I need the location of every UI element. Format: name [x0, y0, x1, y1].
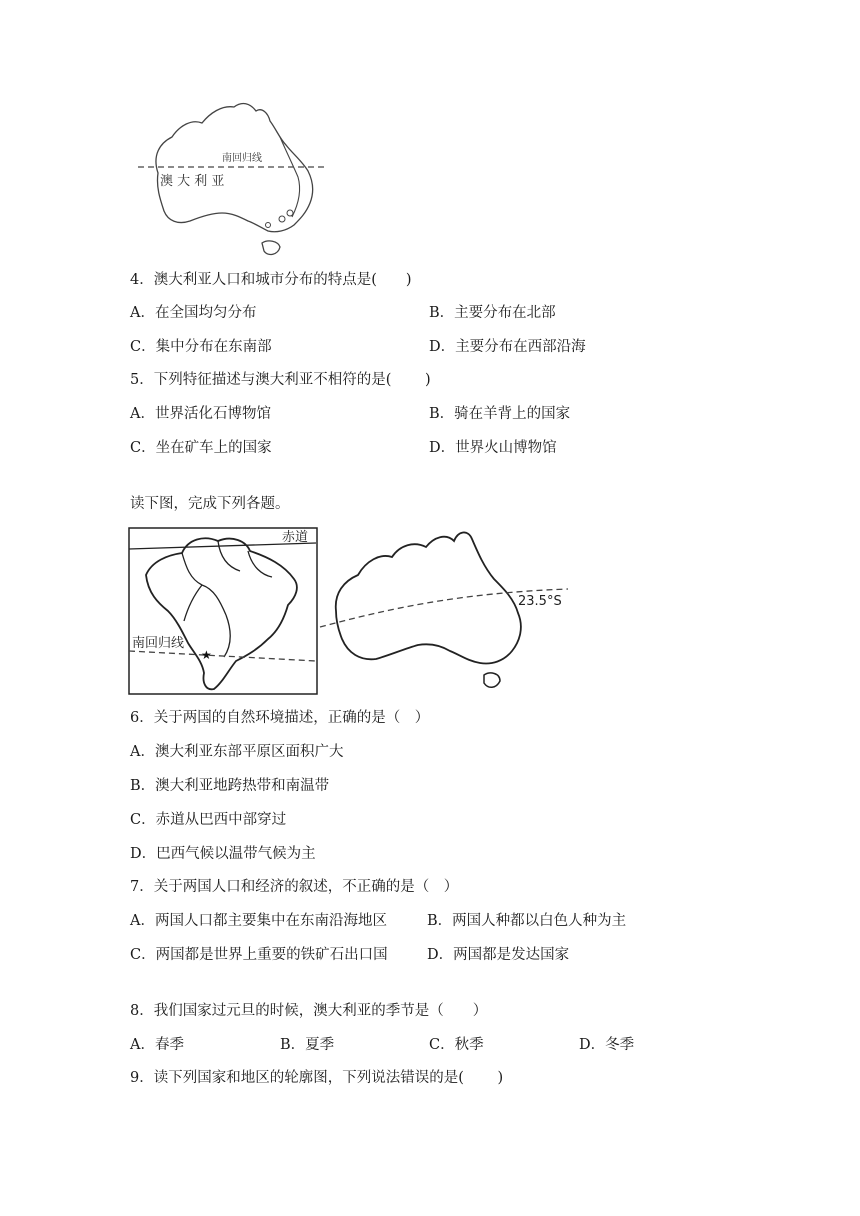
question-4-stem: 4．澳大利亚人口和城市分布的特点是( ) — [130, 272, 412, 288]
question-4-option-b: B．主要分布在北部 — [429, 305, 556, 321]
question-8-option-a: A．春季 — [130, 1037, 184, 1053]
brazil-tropic-label: 南回归线 — [132, 636, 185, 651]
map1-tropic-label: 南回归线 — [222, 153, 262, 164]
question-7-option-b: B．两国人种都以白色人种为主 — [427, 913, 627, 929]
question-7-option-c: C．两国都是世界上重要的铁矿石出口国 — [130, 947, 388, 963]
question-8-option-b: B．夏季 — [280, 1037, 335, 1053]
brazil-map-frame — [129, 528, 317, 694]
question-5-option-b: B．骑在羊背上的国家 — [429, 406, 571, 422]
star-marker: ★ — [201, 648, 212, 662]
australia-outline-2 — [336, 532, 521, 663]
question-5-option-a: A．世界活化石博物馆 — [130, 406, 271, 422]
tasmania — [262, 241, 280, 255]
question-8-option-d: D．冬季 — [579, 1037, 635, 1053]
question-6-option-a: A．澳大利亚东部平原区面积广大 — [130, 744, 344, 760]
question-8-stem: 8．我们国家过元旦的时候，澳大利亚的季节是（ ） — [130, 1003, 488, 1019]
brazil-tropic-line — [129, 651, 316, 661]
question-6-stem: 6．关于两国的自然环境描述，正确的是（ ） — [130, 710, 430, 726]
reading-instruction: 读下图，完成下列各题。 — [130, 496, 290, 512]
question-4-option-d: D．主要分布在西部沿海 — [429, 339, 586, 355]
brazil-australia-map-figure — [128, 527, 568, 697]
question-7-option-d: D．两国都是发达国家 — [427, 947, 570, 963]
question-5-option-c: C．坐在矿车上的国家 — [130, 440, 272, 456]
question-7-stem: 7．关于两国人口和经济的叙述，不正确的是（ ） — [130, 879, 459, 895]
map1-country-label: 澳 大 利 亚 — [160, 174, 225, 189]
question-4-option-a: A．在全国均匀分布 — [130, 305, 257, 321]
equator-label: 赤道 — [282, 530, 309, 545]
question-5-stem: 5．下列特征描述与澳大利亚不相符的是( ) — [130, 372, 431, 388]
question-7-option-a: A．两国人口都主要集中在东南沿海地区 — [130, 913, 387, 929]
question-6-option-d: D．巴西气候以温带气候为主 — [130, 846, 316, 862]
question-4-option-c: C．集中分布在东南部 — [130, 339, 272, 355]
question-5-option-d: D．世界火山博物馆 — [429, 440, 557, 456]
tasmania-2 — [484, 673, 500, 687]
australia-map-figure — [130, 95, 330, 263]
question-8-option-c: C．秋季 — [429, 1037, 484, 1053]
latitude-label: 23.5°S — [518, 594, 562, 609]
australia-outline — [156, 104, 313, 232]
brazil-outline — [146, 538, 297, 689]
question-6-option-b: B．澳大利亚地跨热带和南温带 — [130, 778, 330, 794]
question-9-stem: 9．读下列国家和地区的轮廓图，下列说法错误的是( ) — [130, 1070, 504, 1086]
question-6-option-c: C．赤道从巴西中部穿过 — [130, 812, 287, 828]
